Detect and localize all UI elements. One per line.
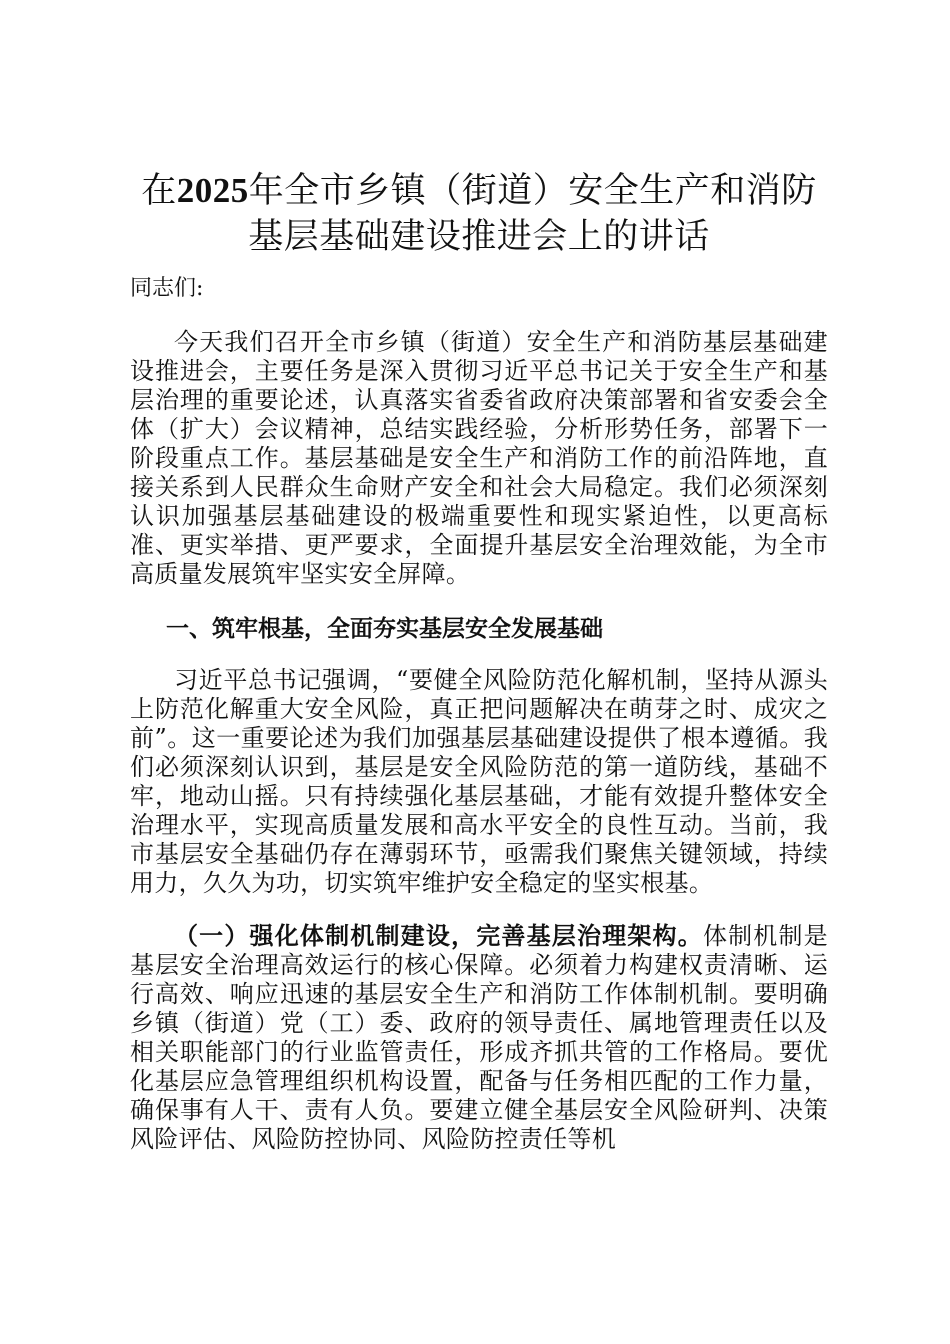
title-year: 2025 [176,171,249,210]
title-suffix: 年全市乡镇（街道）安全生产和消防 [248,171,817,211]
intro-paragraph: 今天我们召开全市乡镇（街道）安全生产和消防基层基础建设推进会，主要任务是深入贯彻习近平总书记关于安全生产和基层治理的重要论述，认真落实省委省政府决策部署和省安委会全体（扩大）会议精神，总结实践经验，分析形势任务，部署下一阶段重点工作。基层基础是安全生产和消防工作的前沿阵地，直接关系到人民群众生命财产安全和社会大局稳定。我们必须深刻认识加强基层基础建设的极端重要性和现实紧迫性，以更高标准、更实举措、更严要求，全面提升基层安全治理效能，为全市高质量发展筑牢坚实安全屏障。 [130,328,828,588]
title-line-1 [130,168,828,214]
title-prefix: 在 [141,171,177,211]
salutation: 同志们: [130,276,204,301]
section-heading-1: 一、筑牢根基，全面夯实基层安全发展基础 [166,616,603,642]
document-title [130,168,828,260]
subsection-1-paragraph [130,922,828,1154]
title-line-2: 基层基础建设推进会上的讲话 [248,217,710,257]
subsection-1-body: 体制机制是基层安全治理高效运行的核心保障。必须着力构建权责清晰、运行高效、响应迅速的基层安全生产和消防工作体制机制。要明确乡镇（街道）党（工）委、政府的领导责任、属地管理责任以及相关职能部门的行业监管责任，形成齐抓共管的工作格局。要优化基层应急管理组织机构设置，配备与任务相匹配的工作力量，确保事有人干、责有人负。要建立健全基层安全风险研判、决策风险评估、风险防控协同、风险防控责任等机 [130,922,828,1153]
document-page [130,168,828,1154]
subsection-1-lead: （一）强化体制机制建设，完善基层治理架构。 [174,922,703,950]
section-1-paragraph: 习近平总书记强调，“要健全风险防范化解机制，坚持从源头上防范化解重大安全风险，真正把问题解决在萌芽之时、成灾之前”。这一重要论述为我们加强基层基础建设提供了根本遵循。我们必须深刻认识到，基层是安全风险防范的第一道防线，基础不牢，地动山摇。只有持续强化基层基础，才能有效提升整体安全治理水平，实现高质量发展和高水平安全的良性互动。当前，我市基层安全基础仍存在薄弱环节，亟需我们聚焦关键领域，持续用力，久久为功，切实筑牢维护安全稳定的坚实根基。 [130,666,828,897]
